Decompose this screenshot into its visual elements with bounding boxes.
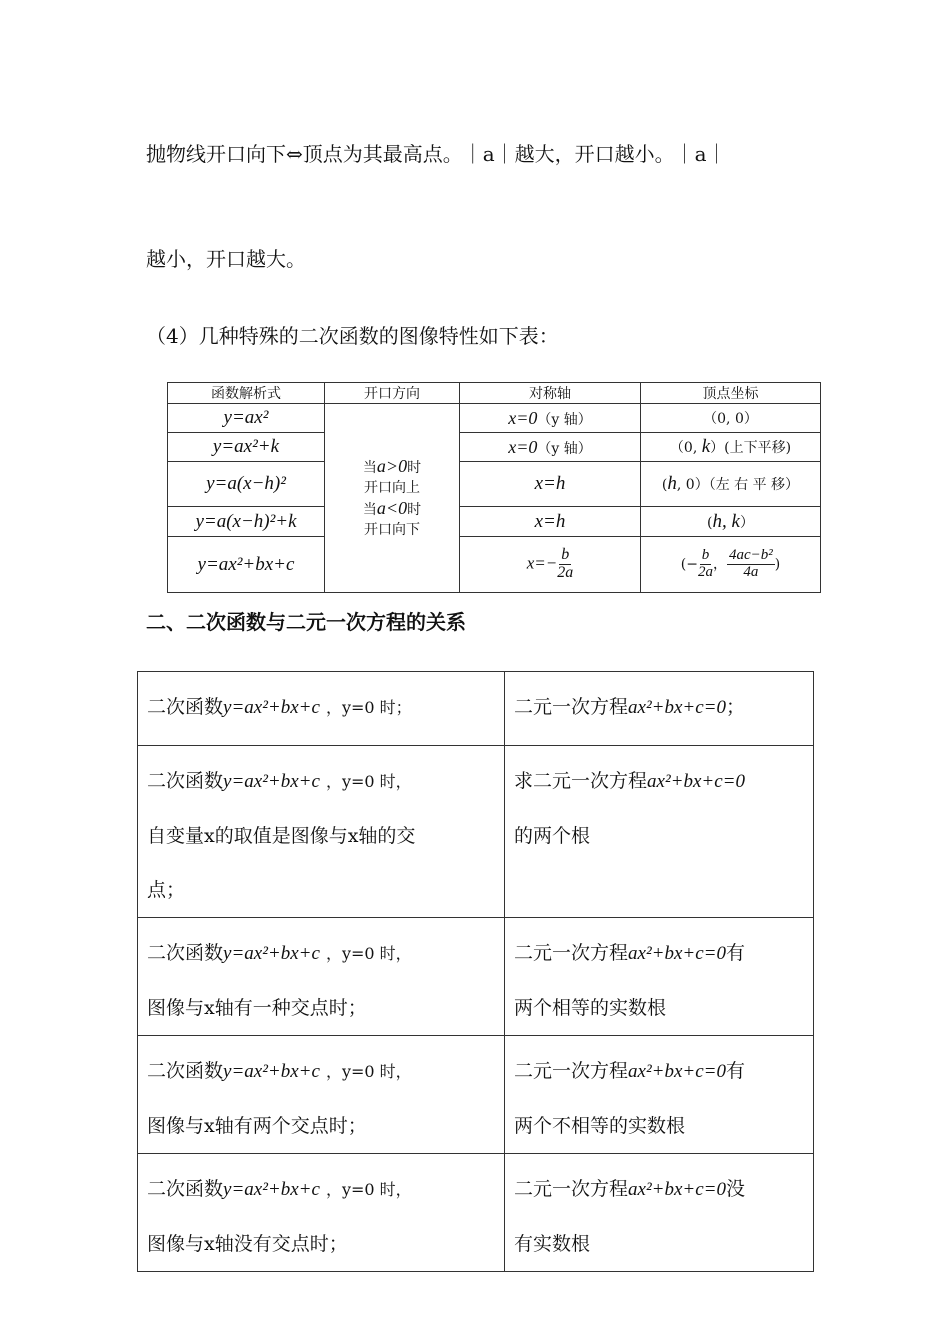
right-cell: 求二元一次方程ax²+bx+c=0 的两个根 xyxy=(505,746,814,918)
axis-fraction: $\frac{b}{2a}$ xyxy=(557,546,574,581)
table-row xyxy=(168,433,821,462)
axis-cell: x=− $\frac{b}{2a}$ xyxy=(460,537,641,593)
table-header-row xyxy=(168,383,821,404)
vertex-cell: （0, k）(上下平移) xyxy=(641,433,821,462)
table-row xyxy=(138,1036,814,1154)
opening-down-condition: 当a<0时 xyxy=(362,498,422,518)
axis-cell: x=h xyxy=(460,507,641,537)
opening-direction-cell xyxy=(325,404,460,593)
table-row xyxy=(138,918,814,1036)
right-cell: 二元一次方程ax²+bx+c=0有 两个不相等的实数根 xyxy=(505,1036,814,1154)
header-opening: 开口方向 xyxy=(325,383,460,404)
paragraph-parabola-width: 越小，开口越大。 xyxy=(146,247,306,271)
func-expression: y=ax² xyxy=(168,404,325,433)
vertex-cell: (h, k） xyxy=(641,507,821,537)
func-expression: y=ax²+k xyxy=(168,433,325,462)
axis-cell: x=0（y 轴） xyxy=(460,404,641,433)
vertex-y-fraction: $\frac{\text{4ac−b²}}{4a}$ xyxy=(728,547,773,580)
func-expression: y=ax²+bx+c xyxy=(168,537,325,593)
opening-down-text: 开口向下 xyxy=(364,522,420,538)
opening-up-text: 开口向上 xyxy=(364,480,420,496)
special-quadratics-table xyxy=(167,382,821,593)
vertex-cell: （0, 0） xyxy=(641,404,821,433)
vertex-x-fraction: $\frac{b}{2a}$ xyxy=(697,547,713,580)
table-row xyxy=(168,537,821,593)
left-cell: 二次函数y=ax²+bx+c ，y=0 时， 图像与x轴有一种交点时； xyxy=(138,918,505,1036)
header-axis: 对称轴 xyxy=(460,383,641,404)
paragraph-table-intro: （4）几种特殊的二次函数的图像特性如下表： xyxy=(146,324,559,348)
axis-cell: x=0（y 轴） xyxy=(460,433,641,462)
right-cell: 二元一次方程ax²+bx+c=0； xyxy=(505,672,814,746)
table-row xyxy=(168,507,821,537)
vertex-cell: (h, 0）（左 右 平 移） xyxy=(641,462,821,507)
vertex-cell: (− $\frac{b}{2a}$ ， $\frac{\text{4ac−b²}}{4a}$ ) xyxy=(641,537,821,593)
right-cell: 二元一次方程ax²+bx+c=0没 有实数根 xyxy=(505,1154,814,1272)
opening-up-condition: 当a>0时 xyxy=(362,456,422,476)
func-expression: y=a(x−h)²+k xyxy=(168,507,325,537)
section-title: 二、二次函数与二元一次方程的关系 xyxy=(146,610,466,634)
header-vertex: 顶点坐标 xyxy=(641,383,821,404)
table-row xyxy=(168,404,821,433)
left-cell: 二次函数y=ax²+bx+c ，y=0 时； xyxy=(138,672,505,746)
axis-cell: x=h xyxy=(460,462,641,507)
quadratic-equation-relation-table xyxy=(137,671,814,1272)
paragraph-parabola-down: 抛物线开口向下⇔顶点为其最高点。｜a｜越大，开口越小。｜a｜ xyxy=(146,142,727,166)
left-cell: 二次函数y=ax²+bx+c ，y=0 时， 图像与x轴没有交点时； xyxy=(138,1154,505,1272)
func-expression: y=a(x−h)² xyxy=(168,462,325,507)
right-cell: 二元一次方程ax²+bx+c=0有 两个相等的实数根 xyxy=(505,918,814,1036)
table-row xyxy=(138,672,814,746)
left-cell: 二次函数y=ax²+bx+c ，y=0 时， 图像与x轴有两个交点时； xyxy=(138,1036,505,1154)
header-expression: 函数解析式 xyxy=(168,383,325,404)
table-row xyxy=(138,1154,814,1272)
table-row xyxy=(138,746,814,918)
left-cell: 二次函数y=ax²+bx+c ，y=0 时， 自变量x的取值是图像与x轴的交 点； xyxy=(138,746,505,918)
table-row xyxy=(168,462,821,507)
